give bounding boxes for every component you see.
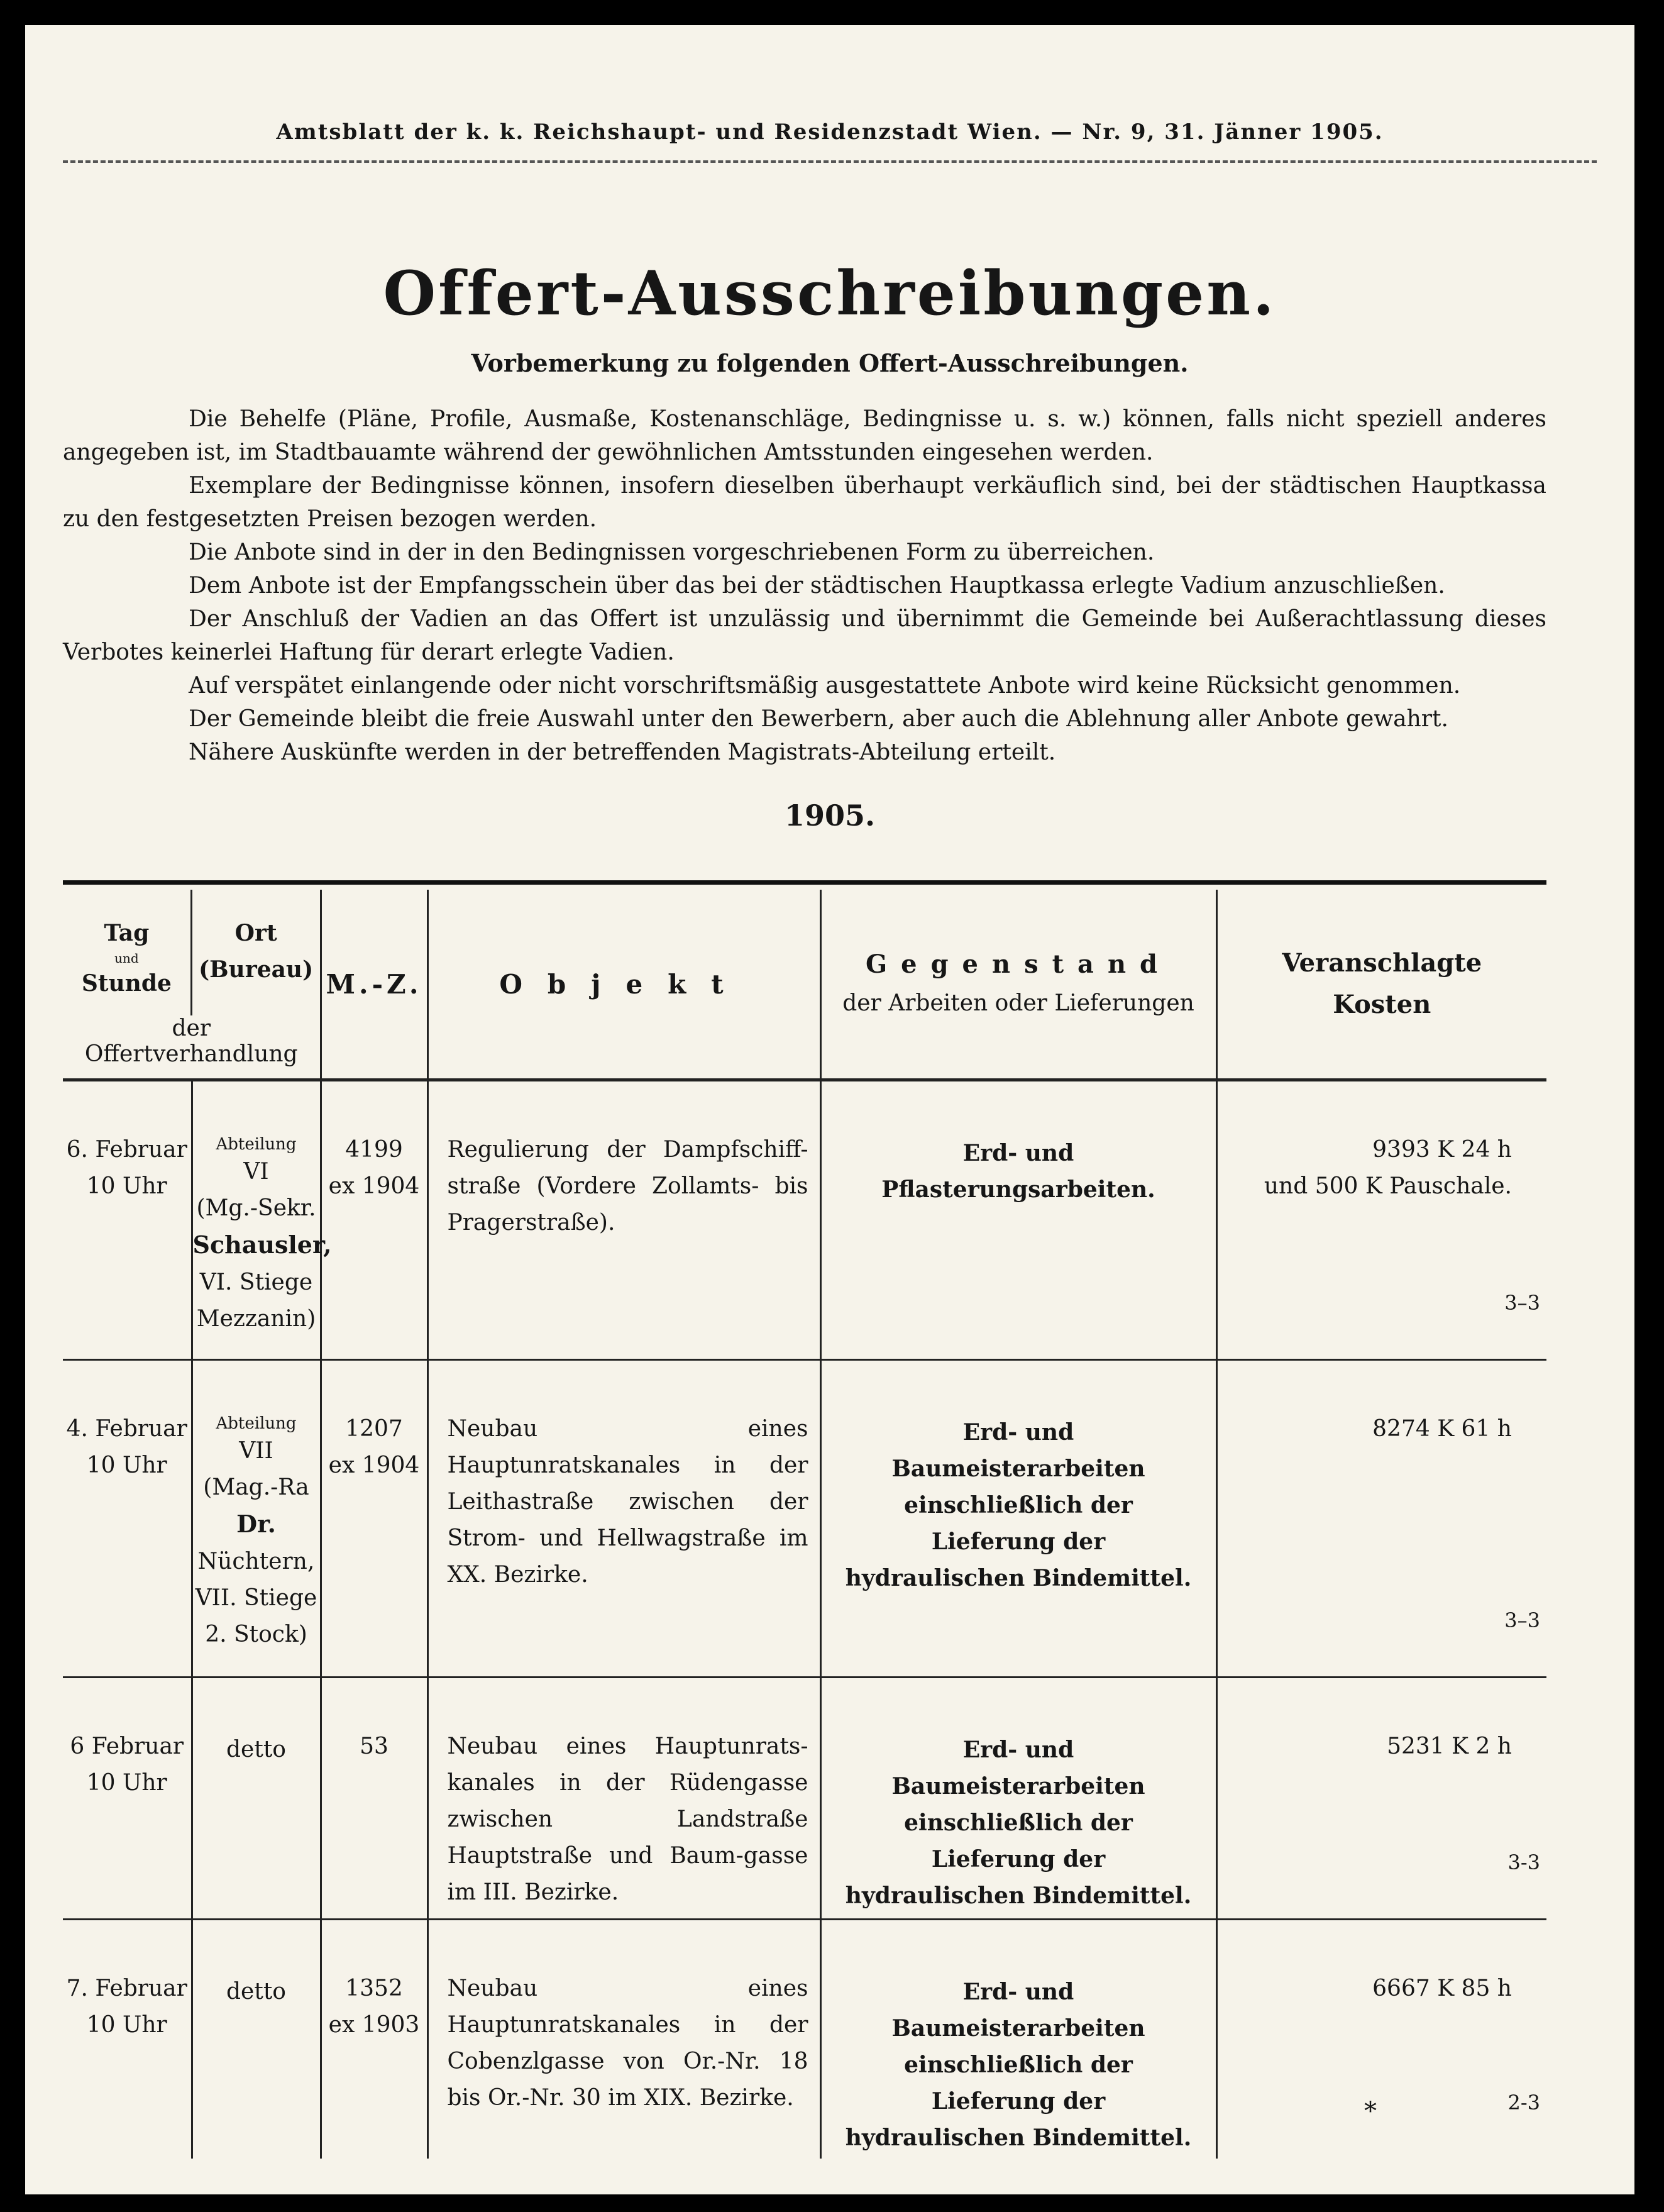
header-divider — [63, 160, 1597, 163]
mz-year: ex 1903 — [328, 2012, 420, 2038]
year-heading: 1905. — [784, 799, 876, 832]
mz-number: 53 — [360, 1734, 388, 1759]
intro-paragraph: Dem Anbote ist der Empfangsschein über das bei der städtischen Hauptkassa erlegte Vadium anzuschließen. — [189, 573, 1445, 599]
ref-number: 3-3 — [1507, 1850, 1540, 1874]
cell-ort — [192, 1678, 321, 1920]
kosten-extra: und 500 K Pauschale. — [1264, 1173, 1512, 1199]
cell-date — [63, 1920, 192, 2159]
ort-detto: detto — [226, 1737, 286, 1762]
table-top-rule — [63, 880, 1546, 885]
kosten-amount: 6667 K 85 h — [1372, 1976, 1512, 2001]
ort-line: (Mag.-Ra — [203, 1474, 309, 1500]
ort-line: 2. Stock) — [205, 1622, 307, 1647]
cell-mz — [321, 1360, 427, 1678]
ort-line: VI. Stiege — [199, 1269, 313, 1295]
date-text: 7. Februar — [66, 1976, 187, 2001]
cell-objekt: Neubau eines Hauptunratskanales in der Cobenzlgasse von Or.-Nr. 18 bis Or.-Nr. 30 im XIX. Bezirke. — [427, 1920, 820, 2159]
header-kosten — [1216, 890, 1546, 1080]
mz-year: ex 1904 — [328, 1173, 420, 1199]
cell-ort — [192, 1360, 321, 1678]
cell-kosten — [1216, 1920, 1546, 2159]
table-row — [63, 1360, 1546, 1678]
ort-line: Mezzanin) — [196, 1306, 316, 1332]
ort-line: VII. Stiege — [195, 1585, 317, 1611]
cell-mz — [321, 1920, 427, 2159]
table-row — [63, 1920, 1546, 2159]
header-kosten-bottom: Kosten — [1333, 990, 1431, 1019]
header-ort: Ort — [234, 920, 277, 946]
page-title: Offert-Ausschreibungen. — [383, 258, 1277, 329]
cell-mz — [321, 1678, 427, 1920]
cell-gegenstand: Erd- und Baumeisterarbeiten einschließlich der Lieferung der hydraulischen Bindemittel. — [820, 1678, 1216, 1920]
intro-paragraph: Der Anschluß der Vadien an das Offert ist unzulässig und übernimmt die Gemeinde bei Außerachtlassung dieses Verbotes keinerlei Haftung für derart erlegte Vadien. — [63, 606, 1546, 665]
cell-ort — [192, 1920, 321, 2159]
header-tag-stunde — [63, 890, 190, 1015]
ort-name: Dr. — [236, 1510, 276, 1538]
document-page — [25, 25, 1634, 2194]
header-gegenstand — [820, 890, 1216, 1080]
mz-number: 1352 — [345, 1976, 403, 2001]
date-text: 6. Februar — [66, 1137, 187, 1163]
intro-paragraph: Der Gemeinde bleibt die freie Auswahl unter den Bewerbern, aber auch die Ablehnung aller Anbote gewahrt. — [189, 706, 1448, 732]
time-text: 10 Uhr — [86, 1770, 167, 1796]
cell-kosten — [1216, 1360, 1546, 1678]
intro-paragraph: Die Anbote sind in der in den Bedingnissen vorgeschriebenen Form zu überreichen. — [189, 539, 1155, 565]
intro-paragraph: Nähere Auskünfte werden in der betreffenden Magistrats-Abteilung erteilt. — [189, 739, 1056, 765]
intro-paragraph: Auf verspätet einlangende oder nicht vorschriftsmäßig ausgestattete Anbote wird keine Rücksicht genommen. — [189, 673, 1461, 699]
mz-year: ex 1904 — [328, 1452, 420, 1478]
ort-line: Nüchtern, — [197, 1549, 315, 1574]
offer-table-wrapper — [63, 880, 1546, 2159]
table-row — [63, 1080, 1546, 1360]
header-ort-bureau — [190, 890, 320, 1015]
header-mz: M.-Z. — [321, 890, 427, 1080]
ort-line: (Mg.-Sekr. — [196, 1195, 316, 1221]
cell-objekt: Neubau eines Hauptunratskanales in der Leithastraße zwischen der Strom- und Hellwagstraße im XX. Bezirke. — [427, 1360, 820, 1678]
header-gegenstand-title: Gegenstand — [865, 949, 1172, 979]
cell-objekt: Regulierung der Dampfschiff-straße (Vordere Zollamts- bis Pragerstraße). — [427, 1080, 820, 1360]
header-gegenstand-sub: der Arbeiten oder Lieferungen — [842, 990, 1194, 1016]
header-und: und — [114, 951, 139, 966]
ort-line: VI — [243, 1159, 269, 1185]
cell-gegenstand: Erd- und Pflasterungsarbeiten. — [820, 1080, 1216, 1360]
kosten-amount: 9393 K 24 h — [1372, 1137, 1512, 1163]
date-text: 4. Februar — [66, 1416, 187, 1442]
header-tag: Tag — [104, 920, 150, 946]
cell-gegenstand: Erd- und Baumeisterarbeiten einschließlich der Lieferung der hydraulischen Bindemittel. — [820, 1920, 1216, 2159]
header-objekt: Objekt — [427, 890, 820, 1080]
page-subtitle: Vorbemerkung zu folgenden Offert-Ausschreibungen. — [471, 349, 1189, 377]
cell-date — [63, 1360, 192, 1678]
header-stunde: Stunde — [81, 970, 172, 997]
offer-table — [63, 890, 1546, 2159]
cell-date — [63, 1080, 192, 1360]
time-text: 10 Uhr — [86, 1452, 167, 1478]
kosten-amount: 8274 K 61 h — [1372, 1416, 1512, 1442]
mz-number: 4199 — [345, 1137, 403, 1163]
cell-objekt: Neubau eines Hauptunrats-kanales in der Rüdengasse zwischen Landstraße Hauptstraße und Baum-gasse im III. Bezirke. — [427, 1678, 820, 1920]
cell-kosten — [1216, 1080, 1546, 1360]
intro-text — [63, 402, 1546, 769]
cell-ort — [192, 1080, 332, 1360]
running-head: Amtsblatt der k. k. Reichshaupt- und Residenzstadt Wien. — Nr. 9, 31. Jänner 1905. — [276, 119, 1384, 145]
header-bureau: (Bureau) — [199, 956, 314, 983]
header-band: der Offertverhandlung — [84, 1015, 298, 1067]
cell-kosten — [1216, 1678, 1546, 1920]
ref-number: 3–3 — [1504, 1291, 1540, 1315]
date-text: 6 Februar — [70, 1734, 184, 1759]
ref-number: 2-3 — [1507, 2090, 1540, 2115]
table-row — [63, 1678, 1546, 1920]
ref-number: 3–3 — [1504, 1608, 1540, 1632]
intro-paragraph: Die Behelfe (Pläne, Profile, Ausmaße, Kostenanschläge, Bedingnisse u. s. w.) können, falls nicht speziell anderes angegeben ist, im Stadtbauamte während der gewöhnlichen Amtsstunden eingesehen werden. — [63, 406, 1546, 465]
intro-paragraph: Exemplare der Bedingnisse können, insofern dieselben überhaupt verkäuflich sind, bei der städtischen Hauptkassa zu den festgesetzten Preisen bezogen werden. — [63, 473, 1546, 532]
ort-detto: detto — [226, 1979, 286, 2005]
cell-mz — [321, 1080, 427, 1360]
time-text: 10 Uhr — [86, 1173, 167, 1199]
ort-small: Abteilung — [216, 1135, 297, 1154]
ort-small: Abteilung — [216, 1414, 297, 1433]
ort-line: VII — [239, 1438, 273, 1464]
time-text: 10 Uhr — [86, 2012, 167, 2038]
cell-gegenstand: Erd- und Baumeisterarbeiten einschließlich der Lieferung der hydraulischen Bindemittel. — [820, 1360, 1216, 1678]
cell-date — [63, 1678, 192, 1920]
header-offertverhandlung — [63, 890, 321, 1080]
kosten-amount: 5231 K 2 h — [1387, 1734, 1512, 1759]
footer-mark: * — [1364, 2097, 1377, 2126]
header-kosten-top: Veranschlagte — [1282, 948, 1482, 978]
ort-name: Schausler, — [192, 1230, 332, 1259]
mz-number: 1207 — [345, 1416, 403, 1442]
